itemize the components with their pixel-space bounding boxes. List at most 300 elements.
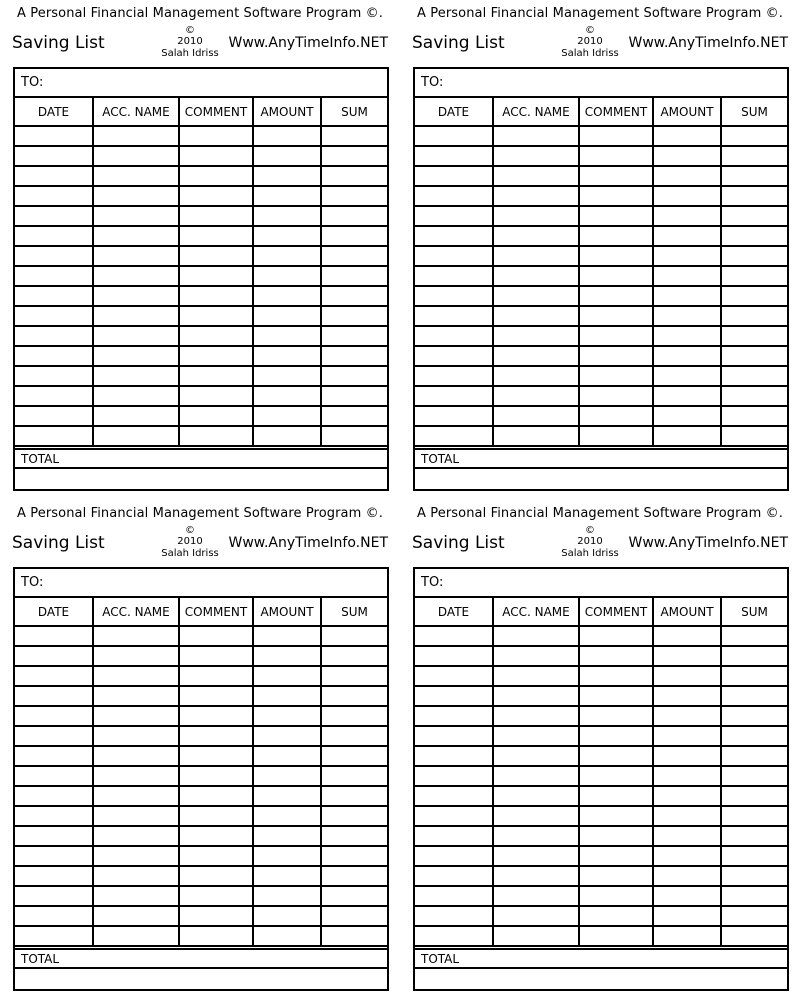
- account-name-cell[interactable]: [93, 206, 179, 226]
- comment-cell[interactable]: [179, 666, 253, 686]
- date-cell[interactable]: [15, 746, 93, 766]
- account-name-cell[interactable]: [93, 246, 179, 266]
- account-name-cell[interactable]: [93, 906, 179, 926]
- amount-cell[interactable]: [653, 926, 721, 946]
- sum-cell[interactable]: [321, 386, 387, 406]
- account-name-cell[interactable]: [493, 806, 579, 826]
- account-name-cell[interactable]: [493, 366, 579, 386]
- amount-cell[interactable]: [253, 686, 321, 706]
- date-cell[interactable]: [15, 206, 93, 226]
- amount-cell[interactable]: [653, 406, 721, 426]
- amount-cell[interactable]: [653, 306, 721, 326]
- comment-cell[interactable]: [579, 206, 653, 226]
- comment-cell[interactable]: [179, 866, 253, 886]
- sum-cell[interactable]: [721, 806, 787, 826]
- account-name-cell[interactable]: [493, 166, 579, 186]
- sum-cell[interactable]: [321, 806, 387, 826]
- sum-cell[interactable]: [721, 626, 787, 646]
- comment-cell[interactable]: [579, 726, 653, 746]
- account-name-cell[interactable]: [93, 406, 179, 426]
- sum-cell[interactable]: [321, 686, 387, 706]
- comment-cell[interactable]: [179, 766, 253, 786]
- amount-cell[interactable]: [653, 366, 721, 386]
- date-cell[interactable]: [415, 626, 493, 646]
- date-cell[interactable]: [415, 386, 493, 406]
- sum-cell[interactable]: [721, 846, 787, 866]
- amount-cell[interactable]: [653, 226, 721, 246]
- account-name-cell[interactable]: [493, 146, 579, 166]
- account-name-cell[interactable]: [493, 926, 579, 946]
- sum-cell[interactable]: [321, 786, 387, 806]
- account-name-cell[interactable]: [93, 726, 179, 746]
- date-cell[interactable]: [15, 906, 93, 926]
- amount-cell[interactable]: [653, 166, 721, 186]
- total-value-field[interactable]: [415, 469, 787, 489]
- amount-cell[interactable]: [253, 366, 321, 386]
- sum-cell[interactable]: [721, 406, 787, 426]
- account-name-cell[interactable]: [493, 646, 579, 666]
- account-name-cell[interactable]: [93, 706, 179, 726]
- date-cell[interactable]: [15, 186, 93, 206]
- comment-cell[interactable]: [579, 886, 653, 906]
- account-name-cell[interactable]: [93, 826, 179, 846]
- account-name-cell[interactable]: [493, 686, 579, 706]
- comment-cell[interactable]: [579, 806, 653, 826]
- date-cell[interactable]: [415, 926, 493, 946]
- sum-cell[interactable]: [721, 346, 787, 366]
- date-cell[interactable]: [15, 726, 93, 746]
- comment-cell[interactable]: [579, 406, 653, 426]
- amount-cell[interactable]: [653, 806, 721, 826]
- comment-cell[interactable]: [179, 426, 253, 446]
- amount-cell[interactable]: [253, 806, 321, 826]
- sum-cell[interactable]: [721, 186, 787, 206]
- comment-cell[interactable]: [579, 746, 653, 766]
- sum-cell[interactable]: [321, 226, 387, 246]
- account-name-cell[interactable]: [93, 386, 179, 406]
- date-cell[interactable]: [415, 886, 493, 906]
- amount-cell[interactable]: [253, 846, 321, 866]
- comment-cell[interactable]: [579, 826, 653, 846]
- account-name-cell[interactable]: [93, 166, 179, 186]
- sum-cell[interactable]: [721, 166, 787, 186]
- amount-cell[interactable]: [253, 726, 321, 746]
- amount-cell[interactable]: [653, 246, 721, 266]
- sum-cell[interactable]: [721, 206, 787, 226]
- date-cell[interactable]: [415, 166, 493, 186]
- comment-cell[interactable]: [579, 286, 653, 306]
- date-cell[interactable]: [415, 866, 493, 886]
- account-name-cell[interactable]: [93, 346, 179, 366]
- account-name-cell[interactable]: [93, 326, 179, 346]
- to-field[interactable]: [415, 69, 787, 98]
- date-cell[interactable]: [15, 426, 93, 446]
- amount-cell[interactable]: [253, 126, 321, 146]
- account-name-cell[interactable]: [493, 306, 579, 326]
- date-cell[interactable]: [415, 306, 493, 326]
- account-name-cell[interactable]: [493, 666, 579, 686]
- sum-cell[interactable]: [321, 726, 387, 746]
- sum-cell[interactable]: [321, 146, 387, 166]
- account-name-cell[interactable]: [493, 826, 579, 846]
- sum-cell[interactable]: [321, 886, 387, 906]
- date-cell[interactable]: [415, 126, 493, 146]
- date-cell[interactable]: [415, 426, 493, 446]
- to-field[interactable]: [415, 569, 787, 598]
- date-cell[interactable]: [15, 306, 93, 326]
- sum-cell[interactable]: [321, 186, 387, 206]
- amount-cell[interactable]: [653, 186, 721, 206]
- sum-cell[interactable]: [321, 666, 387, 686]
- account-name-cell[interactable]: [493, 226, 579, 246]
- comment-cell[interactable]: [579, 126, 653, 146]
- date-cell[interactable]: [15, 406, 93, 426]
- account-name-cell[interactable]: [493, 266, 579, 286]
- amount-cell[interactable]: [253, 306, 321, 326]
- date-cell[interactable]: [15, 226, 93, 246]
- sum-cell[interactable]: [321, 626, 387, 646]
- account-name-cell[interactable]: [493, 346, 579, 366]
- date-cell[interactable]: [415, 746, 493, 766]
- account-name-cell[interactable]: [493, 866, 579, 886]
- date-cell[interactable]: [15, 146, 93, 166]
- sum-cell[interactable]: [321, 826, 387, 846]
- comment-cell[interactable]: [579, 326, 653, 346]
- sum-cell[interactable]: [721, 426, 787, 446]
- amount-cell[interactable]: [253, 926, 321, 946]
- comment-cell[interactable]: [579, 846, 653, 866]
- amount-cell[interactable]: [653, 766, 721, 786]
- account-name-cell[interactable]: [493, 426, 579, 446]
- sum-cell[interactable]: [721, 266, 787, 286]
- date-cell[interactable]: [15, 686, 93, 706]
- date-cell[interactable]: [415, 686, 493, 706]
- date-cell[interactable]: [15, 786, 93, 806]
- account-name-cell[interactable]: [93, 126, 179, 146]
- sum-cell[interactable]: [721, 306, 787, 326]
- comment-cell[interactable]: [579, 426, 653, 446]
- date-cell[interactable]: [415, 786, 493, 806]
- date-cell[interactable]: [415, 806, 493, 826]
- account-name-cell[interactable]: [93, 306, 179, 326]
- comment-cell[interactable]: [179, 146, 253, 166]
- amount-cell[interactable]: [253, 706, 321, 726]
- comment-cell[interactable]: [579, 786, 653, 806]
- sum-cell[interactable]: [721, 706, 787, 726]
- comment-cell[interactable]: [579, 926, 653, 946]
- comment-cell[interactable]: [179, 706, 253, 726]
- sum-cell[interactable]: [321, 366, 387, 386]
- date-cell[interactable]: [15, 926, 93, 946]
- amount-cell[interactable]: [253, 186, 321, 206]
- date-cell[interactable]: [15, 826, 93, 846]
- sum-cell[interactable]: [321, 206, 387, 226]
- comment-cell[interactable]: [179, 846, 253, 866]
- date-cell[interactable]: [415, 146, 493, 166]
- comment-cell[interactable]: [179, 686, 253, 706]
- comment-cell[interactable]: [179, 186, 253, 206]
- sum-cell[interactable]: [721, 766, 787, 786]
- comment-cell[interactable]: [179, 886, 253, 906]
- comment-cell[interactable]: [579, 186, 653, 206]
- sum-cell[interactable]: [721, 726, 787, 746]
- total-value-field[interactable]: [15, 969, 387, 989]
- date-cell[interactable]: [415, 366, 493, 386]
- date-cell[interactable]: [415, 346, 493, 366]
- amount-cell[interactable]: [653, 386, 721, 406]
- date-cell[interactable]: [15, 386, 93, 406]
- amount-cell[interactable]: [253, 206, 321, 226]
- date-cell[interactable]: [15, 626, 93, 646]
- comment-cell[interactable]: [179, 346, 253, 366]
- comment-cell[interactable]: [179, 826, 253, 846]
- account-name-cell[interactable]: [493, 326, 579, 346]
- to-field[interactable]: [15, 569, 387, 598]
- account-name-cell[interactable]: [493, 886, 579, 906]
- amount-cell[interactable]: [653, 666, 721, 686]
- comment-cell[interactable]: [179, 206, 253, 226]
- account-name-cell[interactable]: [93, 646, 179, 666]
- date-cell[interactable]: [15, 246, 93, 266]
- comment-cell[interactable]: [579, 866, 653, 886]
- sum-cell[interactable]: [321, 766, 387, 786]
- account-name-cell[interactable]: [493, 206, 579, 226]
- amount-cell[interactable]: [253, 746, 321, 766]
- sum-cell[interactable]: [321, 646, 387, 666]
- account-name-cell[interactable]: [493, 286, 579, 306]
- comment-cell[interactable]: [179, 326, 253, 346]
- comment-cell[interactable]: [579, 686, 653, 706]
- date-cell[interactable]: [15, 326, 93, 346]
- amount-cell[interactable]: [653, 866, 721, 886]
- date-cell[interactable]: [415, 906, 493, 926]
- comment-cell[interactable]: [579, 626, 653, 646]
- comment-cell[interactable]: [179, 226, 253, 246]
- account-name-cell[interactable]: [93, 806, 179, 826]
- account-name-cell[interactable]: [493, 706, 579, 726]
- comment-cell[interactable]: [579, 766, 653, 786]
- amount-cell[interactable]: [253, 266, 321, 286]
- amount-cell[interactable]: [653, 326, 721, 346]
- comment-cell[interactable]: [179, 126, 253, 146]
- account-name-cell[interactable]: [93, 786, 179, 806]
- amount-cell[interactable]: [253, 866, 321, 886]
- date-cell[interactable]: [15, 666, 93, 686]
- account-name-cell[interactable]: [493, 406, 579, 426]
- amount-cell[interactable]: [653, 746, 721, 766]
- account-name-cell[interactable]: [493, 906, 579, 926]
- sum-cell[interactable]: [321, 926, 387, 946]
- account-name-cell[interactable]: [93, 886, 179, 906]
- amount-cell[interactable]: [653, 846, 721, 866]
- comment-cell[interactable]: [179, 306, 253, 326]
- sum-cell[interactable]: [321, 846, 387, 866]
- account-name-cell[interactable]: [93, 846, 179, 866]
- amount-cell[interactable]: [253, 146, 321, 166]
- account-name-cell[interactable]: [493, 626, 579, 646]
- date-cell[interactable]: [415, 286, 493, 306]
- account-name-cell[interactable]: [93, 746, 179, 766]
- date-cell[interactable]: [15, 366, 93, 386]
- sum-cell[interactable]: [721, 246, 787, 266]
- sum-cell[interactable]: [721, 866, 787, 886]
- account-name-cell[interactable]: [493, 746, 579, 766]
- sum-cell[interactable]: [721, 366, 787, 386]
- account-name-cell[interactable]: [493, 246, 579, 266]
- sum-cell[interactable]: [721, 666, 787, 686]
- sum-cell[interactable]: [721, 326, 787, 346]
- amount-cell[interactable]: [253, 646, 321, 666]
- sum-cell[interactable]: [321, 346, 387, 366]
- comment-cell[interactable]: [579, 346, 653, 366]
- comment-cell[interactable]: [179, 366, 253, 386]
- account-name-cell[interactable]: [493, 186, 579, 206]
- date-cell[interactable]: [15, 846, 93, 866]
- sum-cell[interactable]: [321, 306, 387, 326]
- sum-cell[interactable]: [321, 906, 387, 926]
- amount-cell[interactable]: [253, 906, 321, 926]
- account-name-cell[interactable]: [93, 686, 179, 706]
- amount-cell[interactable]: [653, 146, 721, 166]
- comment-cell[interactable]: [179, 386, 253, 406]
- comment-cell[interactable]: [579, 666, 653, 686]
- comment-cell[interactable]: [579, 246, 653, 266]
- comment-cell[interactable]: [179, 806, 253, 826]
- comment-cell[interactable]: [179, 406, 253, 426]
- amount-cell[interactable]: [653, 826, 721, 846]
- amount-cell[interactable]: [253, 386, 321, 406]
- date-cell[interactable]: [15, 346, 93, 366]
- comment-cell[interactable]: [579, 366, 653, 386]
- date-cell[interactable]: [415, 206, 493, 226]
- to-field[interactable]: [15, 69, 387, 98]
- date-cell[interactable]: [415, 826, 493, 846]
- date-cell[interactable]: [415, 226, 493, 246]
- account-name-cell[interactable]: [93, 286, 179, 306]
- sum-cell[interactable]: [321, 126, 387, 146]
- amount-cell[interactable]: [653, 266, 721, 286]
- sum-cell[interactable]: [321, 326, 387, 346]
- account-name-cell[interactable]: [493, 126, 579, 146]
- date-cell[interactable]: [415, 726, 493, 746]
- total-value-field[interactable]: [415, 969, 787, 989]
- comment-cell[interactable]: [579, 646, 653, 666]
- comment-cell[interactable]: [179, 266, 253, 286]
- date-cell[interactable]: [415, 706, 493, 726]
- sum-cell[interactable]: [321, 266, 387, 286]
- comment-cell[interactable]: [179, 746, 253, 766]
- sum-cell[interactable]: [721, 786, 787, 806]
- sum-cell[interactable]: [321, 286, 387, 306]
- amount-cell[interactable]: [653, 626, 721, 646]
- comment-cell[interactable]: [179, 166, 253, 186]
- sum-cell[interactable]: [321, 246, 387, 266]
- sum-cell[interactable]: [721, 826, 787, 846]
- amount-cell[interactable]: [253, 886, 321, 906]
- comment-cell[interactable]: [579, 306, 653, 326]
- date-cell[interactable]: [415, 666, 493, 686]
- date-cell[interactable]: [15, 866, 93, 886]
- sum-cell[interactable]: [721, 126, 787, 146]
- account-name-cell[interactable]: [493, 786, 579, 806]
- comment-cell[interactable]: [179, 906, 253, 926]
- sum-cell[interactable]: [321, 706, 387, 726]
- amount-cell[interactable]: [653, 426, 721, 446]
- sum-cell[interactable]: [721, 686, 787, 706]
- comment-cell[interactable]: [179, 286, 253, 306]
- sum-cell[interactable]: [321, 426, 387, 446]
- sum-cell[interactable]: [721, 886, 787, 906]
- amount-cell[interactable]: [253, 226, 321, 246]
- date-cell[interactable]: [15, 286, 93, 306]
- sum-cell[interactable]: [721, 146, 787, 166]
- account-name-cell[interactable]: [93, 186, 179, 206]
- amount-cell[interactable]: [653, 686, 721, 706]
- amount-cell[interactable]: [253, 286, 321, 306]
- amount-cell[interactable]: [653, 126, 721, 146]
- date-cell[interactable]: [415, 406, 493, 426]
- sum-cell[interactable]: [721, 926, 787, 946]
- date-cell[interactable]: [15, 766, 93, 786]
- date-cell[interactable]: [15, 646, 93, 666]
- account-name-cell[interactable]: [493, 726, 579, 746]
- amount-cell[interactable]: [653, 786, 721, 806]
- amount-cell[interactable]: [653, 646, 721, 666]
- date-cell[interactable]: [15, 166, 93, 186]
- account-name-cell[interactable]: [93, 626, 179, 646]
- date-cell[interactable]: [15, 806, 93, 826]
- comment-cell[interactable]: [579, 386, 653, 406]
- sum-cell[interactable]: [721, 906, 787, 926]
- date-cell[interactable]: [415, 246, 493, 266]
- amount-cell[interactable]: [253, 786, 321, 806]
- date-cell[interactable]: [415, 266, 493, 286]
- account-name-cell[interactable]: [93, 146, 179, 166]
- date-cell[interactable]: [15, 706, 93, 726]
- date-cell[interactable]: [415, 186, 493, 206]
- account-name-cell[interactable]: [493, 846, 579, 866]
- amount-cell[interactable]: [253, 406, 321, 426]
- comment-cell[interactable]: [579, 226, 653, 246]
- sum-cell[interactable]: [721, 746, 787, 766]
- comment-cell[interactable]: [179, 786, 253, 806]
- date-cell[interactable]: [415, 646, 493, 666]
- amount-cell[interactable]: [253, 766, 321, 786]
- amount-cell[interactable]: [253, 626, 321, 646]
- comment-cell[interactable]: [579, 166, 653, 186]
- amount-cell[interactable]: [653, 886, 721, 906]
- sum-cell[interactable]: [721, 646, 787, 666]
- sum-cell[interactable]: [721, 226, 787, 246]
- amount-cell[interactable]: [253, 346, 321, 366]
- account-name-cell[interactable]: [93, 366, 179, 386]
- sum-cell[interactable]: [321, 746, 387, 766]
- comment-cell[interactable]: [579, 266, 653, 286]
- amount-cell[interactable]: [253, 666, 321, 686]
- amount-cell[interactable]: [653, 206, 721, 226]
- account-name-cell[interactable]: [93, 926, 179, 946]
- sum-cell[interactable]: [321, 866, 387, 886]
- account-name-cell[interactable]: [493, 766, 579, 786]
- account-name-cell[interactable]: [93, 866, 179, 886]
- account-name-cell[interactable]: [493, 386, 579, 406]
- comment-cell[interactable]: [179, 626, 253, 646]
- sum-cell[interactable]: [321, 406, 387, 426]
- sum-cell[interactable]: [721, 286, 787, 306]
- comment-cell[interactable]: [179, 646, 253, 666]
- date-cell[interactable]: [415, 846, 493, 866]
- account-name-cell[interactable]: [93, 766, 179, 786]
